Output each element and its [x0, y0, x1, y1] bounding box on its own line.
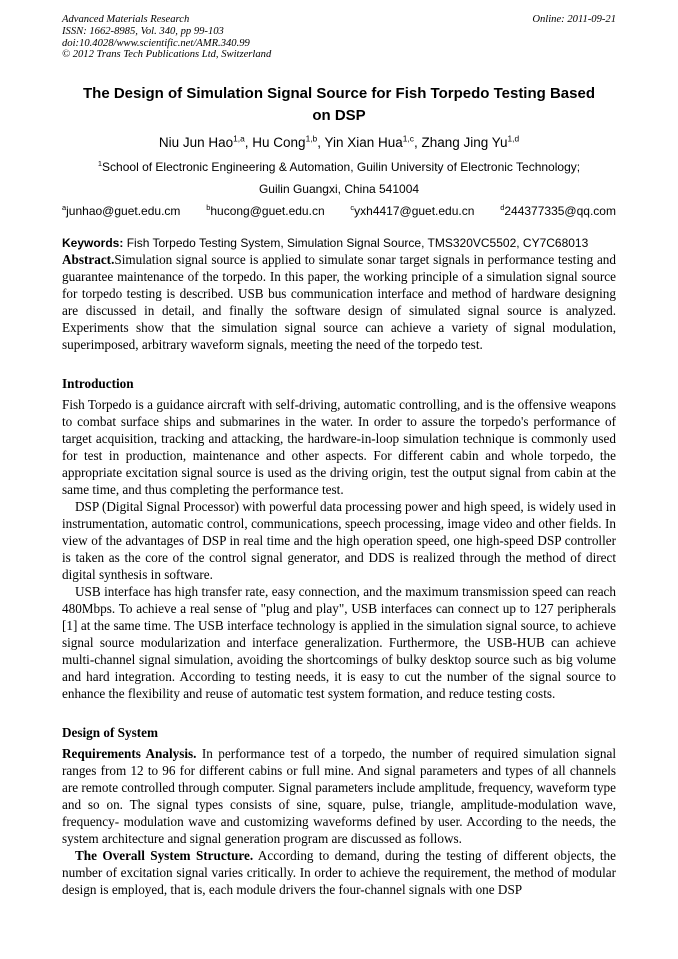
- author: [252, 135, 324, 150]
- email: [62, 204, 180, 219]
- keywords-line: [62, 236, 616, 251]
- authors-line: [62, 134, 616, 152]
- author: [159, 135, 252, 150]
- issn-line: ISSN: 1662-8985, Vol. 340, pp 99-103: [62, 25, 224, 37]
- affiliation-line2: Guilin Guangxi, China 541004: [258, 182, 420, 197]
- copyright-line: © 2012 Trans Tech Publications Ltd, Switzerland: [62, 49, 272, 61]
- author-separator: ,: [317, 135, 325, 151]
- section-design-of-system: [62, 724, 616, 898]
- email-address: hucong@guet.edu.cn: [210, 204, 325, 219]
- author-superscript: 1,d: [507, 133, 520, 144]
- paragraph-text: In performance test of a torpedo, the number of required simulation signal ranges from 12 to 96 for different cabins or full mine. And signal parameters and types of all channels are remote controlled through computer. Signal parameters include amplitude, frequency, waveform type and so on. The signal types consists of sine, square, pulse, triangle, amplitude-modulation wave, frequency- modulation wave and customizing waveforms defined by user. According to the needs, the system architecture and signal generation program are discussed as follows.: [62, 746, 616, 847]
- author-name: Hu Cong: [252, 135, 306, 151]
- author-name: Zhang Jing Yu: [421, 135, 508, 151]
- paragraph: [62, 396, 616, 498]
- section-introduction: [62, 375, 616, 702]
- paragraph: [62, 498, 616, 583]
- email: [206, 204, 324, 219]
- journal-header: [62, 14, 616, 61]
- affiliation-superscript: 1: [97, 159, 103, 169]
- paper-title: [62, 83, 616, 127]
- paragraph-lead: The Overall System Structure.: [75, 848, 254, 864]
- abstract-label: Abstract.: [62, 252, 115, 268]
- email: [350, 204, 474, 219]
- paper-title-line1: The Design of Simulation Signal Source for Fish Torpedo Testing Based: [83, 85, 595, 103]
- author-superscript: 1,b: [305, 133, 318, 144]
- paper-title-line2: on DSP: [312, 107, 366, 125]
- email-address: junhao@guet.edu.cm: [66, 204, 181, 219]
- email-address: 244377335@qq.com: [504, 204, 616, 219]
- author: [421, 135, 519, 150]
- paragraph: [62, 583, 616, 702]
- author-superscript: 1,c: [402, 133, 414, 144]
- paragraph: [62, 745, 616, 847]
- email-address: yxh4417@guet.edu.cn: [354, 204, 475, 219]
- author-name: Niu Jun Hao: [158, 135, 234, 151]
- paragraph-text: USB interface has high transfer rate, easy connection, and the maximum transmission speed can reach 480Mbps. To achieve a real sense of "plug and play", USB interfaces can connect up to 127 peripherals [1] at the same time. The USB interface technology is applied in the simulation signal source, to achieve signal source modularization and interface generalization. Furthermore, the USB-HUB can achieve multi-channel signal simulation, avoiding the shortcomings of bulky desktop source such as big volume and hard integration. According to testing needs, it is easy to cut the number of the signal source to enhance the flexibility and reuse of automatic test system formation, and reduce testing costs.: [62, 584, 616, 702]
- section-heading: Design of System: [62, 725, 158, 741]
- email-superscript: d: [500, 203, 505, 213]
- email: [500, 204, 616, 219]
- journal-name: Advanced Materials Research: [62, 14, 190, 25]
- author-separator: ,: [244, 135, 253, 151]
- author: [324, 135, 421, 150]
- email-superscript: c: [350, 203, 355, 213]
- doi-line: doi:10.4028/www.scientific.net/AMR.340.99: [62, 37, 250, 49]
- email-superscript: a: [62, 203, 67, 213]
- emails-row: [62, 204, 616, 219]
- affiliation: [62, 156, 616, 200]
- affiliation-line1: [62, 156, 616, 178]
- paragraph: [62, 847, 616, 898]
- journal-header-top-row: [62, 14, 616, 26]
- author-name: Yin Xian Hua: [324, 135, 403, 151]
- keywords-text: Fish Torpedo Testing System, Simulation Signal Source, TMS320VC5502, CY7C68013: [123, 236, 589, 251]
- author-superscript: 1,a: [233, 133, 245, 144]
- paragraph-lead: Requirements Analysis.: [62, 746, 197, 762]
- paragraph-text: Fish Torpedo is a guidance aircraft with self-driving, automatic controlling, and is the offensive weapons to combat surface ships and submarines in the water. In order to assure the torpedo's performance of target acquisition, tracking and attacking, the hardware-in-loop simulation technique is commonly used for test in production, maintenance and other aspects. For different cabin and whole torpedo, the appropriate excitation signal source is used as the driving origin, test the output signal from cabin at the same time, and thus completing the performance test.: [62, 397, 616, 498]
- affiliation-text: School of Electronic Engineering & Automation, Guilin University of Electronic Technology;: [102, 160, 581, 175]
- email-superscript: b: [206, 203, 211, 213]
- keywords-label: Keywords:: [62, 236, 124, 251]
- section-heading: Introduction: [62, 376, 134, 392]
- abstract-text: Simulation signal source is applied to simulate sonar target signals in performance testing and guarantee maintenance of the torpedo. In this paper, the working principle of a simulation signal source for torpedo testing is described. USB bus communication interface and method of hardware designing are discussed in detail, and finally the software design of simulated signal source is analyzed. Experiments show that the simulation signal source can achieve a variety of signal modulation, superimposed, arbitrary waveform signals, meeting the need of the torpedo test.: [62, 252, 616, 353]
- abstract: [62, 251, 616, 353]
- paragraph-text: DSP (Digital Signal Processor) with powerful data processing power and high speed, is widely used in instrumentation, automatic control, communications, speech processing, image video and other fields. In view of the advantages of DSP in real time and the high operation speed, one high-speed DSP controller is taken as the core of the control signal generator, and DDS is realized through the method of direct digital synthesis in software.: [62, 499, 616, 583]
- paragraph-text: According to demand, during the testing of different objects, the number of excitation signal varies critically. In order to achieve the requirement, the method of modular design is employed, that is, each module drivers the four-channel signals with one DSP: [62, 848, 617, 898]
- author-separator: ,: [413, 135, 422, 151]
- online-date: Online: 2011-09-21: [532, 14, 616, 25]
